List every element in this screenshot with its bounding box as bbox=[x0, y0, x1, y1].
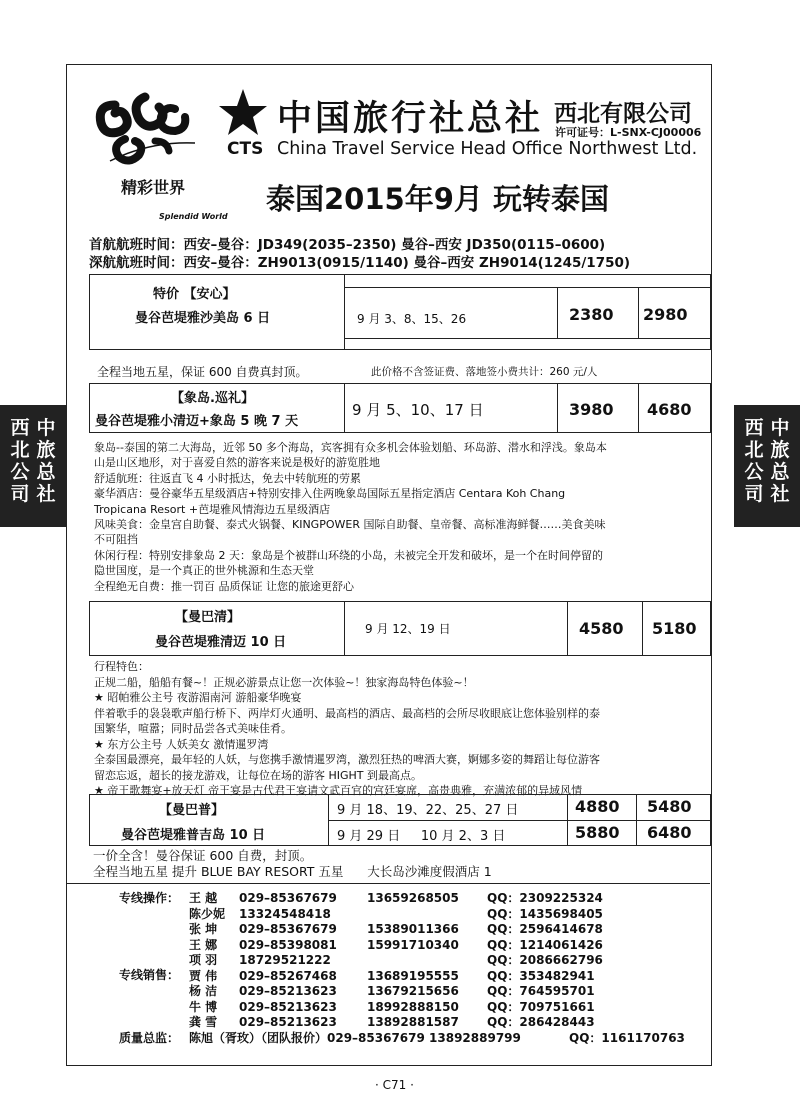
company-name-cn: 中国旅行社总社 bbox=[277, 98, 544, 139]
desc-line: ★ 帝王歌舞宴+放天灯 帝王宴是古代君王宴请文武百官的宫廷宴席，高贵典雅，充满浓郁的异域风情 bbox=[94, 784, 583, 797]
product-4-name: 曼谷芭堤雅普吉岛 10 日 bbox=[121, 828, 266, 843]
product-3-price2: 5180 bbox=[652, 619, 697, 638]
contact-row bbox=[189, 1000, 689, 1016]
desc-line: 舒适航班：往返直飞 4 小时抵达，免去中转航班的劳累 bbox=[94, 471, 361, 485]
product-4-dates-2: 9 月 29 日 10 月 2、3 日 bbox=[337, 829, 506, 844]
product-3-dates: 9 月 12、19 日 bbox=[365, 622, 451, 636]
contact-name: 陈少妮 bbox=[189, 906, 226, 921]
side-label-col: 中旅总社 bbox=[36, 417, 56, 505]
product-1-note: 全程当地五星，保证 600 自费真封顶。 bbox=[97, 365, 308, 379]
contact-name: 王 越 bbox=[189, 891, 218, 905]
logo-subtext: Splendid World bbox=[159, 212, 228, 221]
product-2-description bbox=[94, 440, 714, 594]
contact-phone: 029–85213623 bbox=[239, 1015, 337, 1029]
desc-line: ★ 东方公主号 人妖美女 激情暹罗湾 bbox=[94, 737, 269, 751]
desc-line: 休闲行程：特别安排象岛 2 天：象岛是个被群山环绕的小岛，未被完全开发和破坏，是一个在时间停留的 bbox=[94, 548, 603, 562]
product-4-dates-1: 9 月 18、19、22、25、27 日 bbox=[337, 803, 519, 818]
contact-qq: QQ：709751661 bbox=[487, 999, 595, 1014]
desc-line: 伴着歌手的袅袅歌声船行桥下、两岸灯火通明、最高档的酒店、最高档的会所尽收眼底让您体验别样的泰 bbox=[94, 706, 600, 720]
product-3-price1: 4580 bbox=[579, 619, 624, 638]
sales-label: 专线销售： bbox=[119, 968, 180, 982]
cts-badge: CTS bbox=[227, 139, 264, 159]
product-1-price1: 2380 bbox=[569, 305, 614, 324]
contact-phone: 029–85267468 bbox=[239, 968, 337, 983]
contact-qq: QQ：353482941 bbox=[487, 968, 595, 983]
product-4-price-2b: 6480 bbox=[647, 823, 692, 842]
contact-name: 王 娜 bbox=[189, 937, 218, 952]
flight-line-2: 深航航班时间：西安–曼谷：ZH9013(0915/1140) 曼谷–西安 ZH9014(1245/1750) bbox=[89, 255, 631, 271]
side-label-col: 西北公司 bbox=[744, 417, 764, 505]
desc-line: 隐世国度，是一个真正的世外桃源和生态天堂 bbox=[94, 564, 314, 578]
product-1-price2: 2980 bbox=[643, 305, 688, 324]
contact-phone: 029–85213623 bbox=[239, 984, 337, 998]
product-4-price-1b: 5480 bbox=[647, 797, 692, 816]
contact-mobile: 15389011366 bbox=[367, 922, 459, 936]
product-3-name: 曼谷芭堤雅清迈 10 日 bbox=[155, 635, 287, 650]
ops-contact-list bbox=[189, 891, 689, 1031]
license-number: 许可证号：L-SNX-CJ00006 bbox=[555, 126, 702, 139]
contact-name: 项 羽 bbox=[189, 953, 218, 967]
product-2-dates: 9 月 5、10、17 日 bbox=[352, 401, 484, 419]
product-2-name: 曼谷芭堤雅小清迈+象岛 5 晚 7 天 bbox=[95, 414, 299, 429]
desc-line: ★ 昭帕雅公主号 夜游湄南河 游船豪华晚宴 bbox=[94, 691, 302, 704]
contact-row bbox=[189, 984, 689, 1000]
page-frame bbox=[66, 64, 712, 1066]
contact-name: 贾 伟 bbox=[189, 968, 218, 983]
side-label-col: 西北公司 bbox=[10, 417, 30, 505]
company-branch: 西北有限公司 bbox=[554, 101, 692, 127]
contact-row bbox=[189, 907, 689, 923]
side-label-right bbox=[734, 405, 800, 527]
desc-line: 国繁华，喧嚣；同时品尝各式美味佳肴。 bbox=[94, 722, 292, 735]
contact-qq: QQ：286428443 bbox=[487, 1015, 595, 1029]
quality-qq: QQ：1161170763 bbox=[569, 1031, 685, 1045]
contact-row bbox=[189, 969, 689, 985]
contact-name: 张 坤 bbox=[189, 922, 218, 936]
product-3-tag: 【曼巴清】 bbox=[175, 610, 241, 625]
product-4-price-1a: 4880 bbox=[575, 797, 620, 816]
contact-name: 牛 博 bbox=[189, 999, 218, 1014]
contact-phone: 029–85367679 bbox=[239, 891, 337, 905]
contact-mobile: 13689195555 bbox=[367, 968, 459, 983]
desc-line: 象岛--泰国的第二大海岛，近邻 50 多个海岛，宾客拥有众多机会体验划船、环岛游、潜水和浮浅。象岛本 bbox=[94, 441, 607, 454]
desc-line: Tropicana Resort +芭堤雅风情海边五星级酒店 bbox=[94, 502, 331, 516]
desc-line: 全程绝无自费：推一罚百 品质保证 让您的旅途更舒心 bbox=[94, 579, 354, 593]
product-2-price2: 4680 bbox=[647, 400, 692, 419]
contact-name: 龚 雪 bbox=[189, 1015, 218, 1029]
product-3-description bbox=[94, 659, 714, 799]
desc-line: 全泰国最漂亮，最年轻的人妖，与您携手激情暹罗湾，激烈狂热的啤酒大赛，婀娜多姿的舞蹈让每位游客 bbox=[94, 753, 600, 766]
contact-qq: QQ：2086662796 bbox=[487, 953, 603, 967]
product-4-price-2a: 5880 bbox=[575, 823, 620, 842]
product-2-price1: 3980 bbox=[569, 400, 614, 419]
product-1-dates: 9 月 3、8、15、26 bbox=[357, 312, 467, 326]
contact-mobile: 13659268505 bbox=[367, 891, 459, 905]
quality-label: 质量总监： bbox=[119, 1031, 180, 1045]
product-4-note-1: 一价全含！曼谷保证 600 自费，封顶。 bbox=[93, 848, 313, 863]
contact-qq: QQ：764595701 bbox=[487, 984, 595, 998]
contact-mobile: 13679215656 bbox=[367, 984, 459, 998]
desc-line: 行程特色： bbox=[94, 660, 149, 673]
side-label-left bbox=[0, 405, 66, 527]
company-name-en: China Travel Service Head Office Northwest Ltd. bbox=[277, 139, 698, 159]
cts-star-icon bbox=[217, 87, 269, 139]
product-2-tag: 【象岛.巡礼】 bbox=[171, 391, 254, 406]
flight-line-1: 首航航班时间：西安–曼谷：JD349(2035–2350) 曼谷–西安 JD350(0115–0600) bbox=[89, 237, 606, 253]
page-title: 泰国2015年9月 玩转泰国 bbox=[266, 182, 609, 216]
quality-contact: 陈旭（胥玫）（团队报价）029–85367679 13892889799 bbox=[189, 1031, 521, 1045]
product-4-tag: 【曼巴普】 bbox=[159, 803, 225, 818]
divider bbox=[67, 883, 710, 884]
contact-qq: QQ：1214061426 bbox=[487, 937, 603, 952]
contact-qq: QQ：1435698405 bbox=[487, 906, 603, 921]
contact-phone: 029–85213623 bbox=[239, 999, 337, 1014]
logo-text: 精彩世界 bbox=[121, 178, 186, 197]
product-1-name: 曼谷芭堤雅沙美岛 6 日 bbox=[135, 311, 271, 326]
product-4-note-2: 全程当地五星 提升 BLUE BAY RESORT 五星 大长岛沙滩度假酒店 1 bbox=[93, 864, 492, 879]
desc-line: 风味美食：金皇宫自助餐、泰式火锅餐、KINGPOWER 国际自助餐、皇帝餐、高标准海鲜餐……美食美味 bbox=[94, 518, 606, 532]
splendid-world-logo-icon bbox=[95, 85, 195, 165]
contact-row bbox=[189, 922, 689, 938]
desc-line: 豪华酒店：曼谷豪华五星级酒店+特别安排入住两晚象岛国际五星指定酒店 Centara Koh Chang bbox=[94, 487, 566, 501]
desc-line: 正规二船，船船有餐~！正规必游景点让您一次体验~！独家海岛特色体验~！ bbox=[94, 675, 474, 689]
contact-mobile: 15991710340 bbox=[367, 937, 459, 952]
product-1-tag: 特价 【安心】 bbox=[153, 287, 236, 302]
contact-mobile: 13892881587 bbox=[367, 1015, 459, 1029]
contact-phone: 18729521222 bbox=[239, 953, 331, 967]
contact-mobile: 18992888150 bbox=[367, 999, 459, 1014]
contact-phone: 13324548418 bbox=[239, 906, 331, 921]
contact-qq: QQ：2309225324 bbox=[487, 891, 603, 905]
product-1-note2: 此价格不含签证费、落地签小费共计：260 元/人 bbox=[371, 366, 598, 378]
side-label-col: 中旅总社 bbox=[770, 417, 790, 505]
ops-label: 专线操作： bbox=[119, 891, 180, 905]
contact-row bbox=[189, 938, 689, 954]
contact-row bbox=[189, 891, 689, 907]
contact-phone: 029–85367679 bbox=[239, 922, 337, 936]
page-number: · C71 · bbox=[375, 1078, 414, 1092]
contact-phone: 029–85398081 bbox=[239, 937, 337, 952]
contact-row bbox=[189, 1015, 689, 1031]
contact-name: 杨 洁 bbox=[189, 984, 218, 998]
contact-row bbox=[189, 953, 689, 969]
contact-qq: QQ：2596414678 bbox=[487, 922, 603, 936]
desc-line: 山是山区地形，对于喜爱自然的游客来说是极好的游览胜地 bbox=[94, 456, 380, 470]
desc-line: 留恋忘返，超长的接龙游戏，让每位在场的游客 HIGHT 到最高点。 bbox=[94, 768, 423, 782]
desc-line: 不可阻挡 bbox=[94, 533, 138, 547]
